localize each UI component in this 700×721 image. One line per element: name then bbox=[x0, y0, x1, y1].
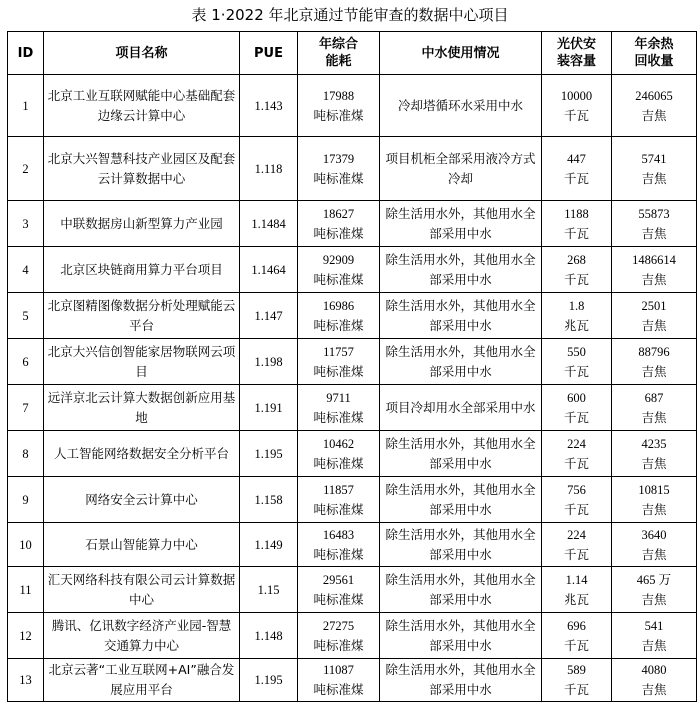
energy-cell bbox=[298, 613, 380, 659]
table-row bbox=[8, 523, 697, 567]
energy-unit: 吨标准煤 bbox=[313, 170, 364, 186]
energy-unit: 吨标准煤 bbox=[313, 591, 364, 607]
table-row bbox=[8, 613, 697, 659]
heat-value: 4235 bbox=[641, 436, 667, 451]
header-pue: PUE bbox=[240, 32, 298, 75]
pv-cell bbox=[542, 339, 612, 385]
pv-value: 10000 bbox=[560, 88, 593, 103]
header-pv bbox=[542, 32, 612, 75]
header-pv-line-2: 装容量 bbox=[556, 54, 596, 69]
heat-cell bbox=[612, 431, 697, 477]
header-pv-line-1: 光伏安 bbox=[556, 37, 596, 52]
pv-cell bbox=[542, 567, 612, 613]
heat-unit: 吉焦 bbox=[641, 591, 667, 607]
table-row bbox=[8, 137, 697, 201]
energy-unit: 吨标准煤 bbox=[313, 317, 364, 333]
energy-value: 18627 bbox=[322, 206, 355, 221]
pue-value: 1.148 bbox=[240, 613, 298, 659]
heat-value: 55873 bbox=[638, 206, 670, 221]
pue-value: 1.158 bbox=[240, 477, 298, 523]
heat-unit: 吉焦 bbox=[641, 546, 667, 562]
water-usage: 除生活用水外，其他用水全部采用中水 bbox=[380, 339, 542, 385]
table-row bbox=[8, 247, 697, 293]
energy-cell bbox=[298, 477, 380, 523]
pv-value: 1.8 bbox=[568, 298, 585, 313]
energy-value: 92909 bbox=[322, 252, 355, 267]
header-id: ID bbox=[8, 32, 44, 75]
project-name: 北京工业互联网赋能中心基础配套边缘云计算中心 bbox=[44, 75, 240, 137]
pv-value: 589 bbox=[567, 663, 586, 677]
pue-value: 1.1464 bbox=[240, 247, 298, 293]
row-id: 2 bbox=[8, 137, 44, 201]
energy-cell bbox=[298, 385, 380, 431]
energy-value: 11757 bbox=[323, 344, 354, 359]
project-name: 北京区块链商用算力平台项目 bbox=[44, 247, 240, 293]
pv-unit: 千瓦 bbox=[563, 363, 589, 379]
pv-value: 224 bbox=[567, 436, 586, 451]
water-usage: 除生活用水外，其他用水全部采用中水 bbox=[380, 523, 542, 567]
heat-unit: 吉焦 bbox=[641, 409, 667, 425]
heat-unit: 吉焦 bbox=[641, 271, 667, 287]
heat-value: 10815 bbox=[638, 482, 670, 497]
energy-unit: 吨标准煤 bbox=[313, 455, 364, 471]
row-id: 9 bbox=[8, 477, 44, 523]
energy-unit: 吨标准煤 bbox=[313, 363, 364, 379]
header-water: 中水使用情况 bbox=[380, 32, 542, 75]
energy-cell bbox=[298, 75, 380, 137]
heat-value: 465 万 bbox=[636, 572, 672, 587]
pue-value: 1.118 bbox=[240, 137, 298, 201]
pv-value: 1.14 bbox=[565, 572, 588, 587]
project-name: 人工智能网络数据安全分析平台 bbox=[44, 431, 240, 477]
pv-unit: 千瓦 bbox=[563, 170, 589, 186]
heat-value: 1486614 bbox=[632, 252, 676, 267]
pv-unit: 兆瓦 bbox=[563, 317, 589, 333]
heat-cell bbox=[612, 247, 697, 293]
heat-cell bbox=[612, 339, 697, 385]
pv-value: 447 bbox=[567, 151, 586, 166]
pv-cell bbox=[542, 431, 612, 477]
heat-unit: 吉焦 bbox=[641, 317, 667, 333]
row-id: 4 bbox=[8, 247, 44, 293]
pv-cell bbox=[542, 137, 612, 201]
pv-unit: 千瓦 bbox=[563, 225, 589, 241]
table-row bbox=[8, 567, 697, 613]
heat-cell bbox=[612, 201, 697, 247]
pue-value: 1.198 bbox=[240, 339, 298, 385]
project-name: 腾讯、亿讯数字经济产业园-智慧交通算力中心 bbox=[44, 613, 240, 659]
heat-value: 3640 bbox=[641, 527, 667, 542]
energy-value: 29561 bbox=[322, 572, 355, 587]
energy-unit: 吨标准煤 bbox=[313, 107, 364, 123]
pv-value: 600 bbox=[567, 390, 586, 405]
energy-value: 9711 bbox=[326, 390, 351, 405]
pv-cell bbox=[542, 613, 612, 659]
row-id: 11 bbox=[8, 567, 44, 613]
energy-unit: 吨标准煤 bbox=[313, 271, 364, 287]
water-usage: 除生活用水外，其他用水全部采用中水 bbox=[380, 293, 542, 339]
pv-unit: 千瓦 bbox=[563, 107, 589, 123]
heat-cell bbox=[612, 385, 697, 431]
row-id: 1 bbox=[8, 75, 44, 137]
pv-unit: 千瓦 bbox=[563, 409, 589, 425]
pv-cell bbox=[542, 477, 612, 523]
header-energy-line-2: 能耗 bbox=[325, 54, 352, 69]
table-row bbox=[8, 477, 697, 523]
energy-unit: 吨标准煤 bbox=[313, 546, 364, 562]
table-row bbox=[8, 293, 697, 339]
project-name: 北京图精图像数据分析处理赋能云平台 bbox=[44, 293, 240, 339]
pv-value: 224 bbox=[567, 527, 586, 542]
project-name: 北京大兴智慧科技产业园区及配套云计算数据中心 bbox=[44, 137, 240, 201]
heat-unit: 吉焦 bbox=[641, 363, 667, 379]
row-id: 12 bbox=[8, 613, 44, 659]
pue-value: 1.15 bbox=[240, 567, 298, 613]
data-center-table bbox=[7, 31, 697, 702]
energy-unit: 吨标准煤 bbox=[313, 637, 364, 653]
pv-unit: 千瓦 bbox=[563, 637, 589, 653]
pue-value: 1.143 bbox=[240, 75, 298, 137]
project-name: 中联数据房山新型算力产业园 bbox=[44, 201, 240, 247]
pue-value: 1.191 bbox=[240, 385, 298, 431]
heat-cell bbox=[612, 477, 697, 523]
energy-unit: 吨标准煤 bbox=[313, 682, 364, 697]
heat-value: 88796 bbox=[638, 344, 670, 359]
pv-value: 268 bbox=[567, 252, 586, 267]
pv-cell bbox=[542, 523, 612, 567]
pv-cell bbox=[542, 659, 612, 702]
pv-unit: 千瓦 bbox=[563, 682, 589, 697]
pv-unit: 千瓦 bbox=[563, 546, 589, 562]
pv-unit: 兆瓦 bbox=[563, 591, 589, 607]
header-heat-line-1: 年余热 bbox=[634, 37, 674, 52]
table-title: 表 1·2022 年北京通过节能审查的数据中心项目 bbox=[191, 6, 509, 24]
row-id: 10 bbox=[8, 523, 44, 567]
header-name: 项目名称 bbox=[44, 32, 240, 75]
pv-cell bbox=[542, 201, 612, 247]
heat-cell bbox=[612, 567, 697, 613]
project-name: 网络安全云计算中心 bbox=[44, 477, 240, 523]
table-row bbox=[8, 75, 697, 137]
table-row bbox=[8, 431, 697, 477]
header-heat bbox=[612, 32, 697, 75]
pv-value: 1188 bbox=[564, 206, 589, 221]
energy-unit: 吨标准煤 bbox=[313, 409, 364, 425]
heat-unit: 吉焦 bbox=[641, 637, 667, 653]
pue-value: 1.195 bbox=[240, 659, 298, 702]
project-name: 北京云著“工业互联网+AI”融合发展应用平台 bbox=[44, 659, 240, 702]
row-id: 8 bbox=[8, 431, 44, 477]
energy-cell bbox=[298, 137, 380, 201]
pue-value: 1.147 bbox=[240, 293, 298, 339]
heat-unit: 吉焦 bbox=[641, 455, 667, 471]
heat-cell bbox=[612, 75, 697, 137]
energy-cell bbox=[298, 431, 380, 477]
pv-cell bbox=[542, 247, 612, 293]
heat-unit: 吉焦 bbox=[641, 225, 667, 241]
heat-unit: 吉焦 bbox=[641, 170, 667, 186]
pue-value: 1.149 bbox=[240, 523, 298, 567]
pue-value: 1.195 bbox=[240, 431, 298, 477]
table-row bbox=[8, 201, 697, 247]
heat-cell bbox=[612, 293, 697, 339]
heat-cell bbox=[612, 137, 697, 201]
water-usage: 除生活用水外，其他用水全部采用中水 bbox=[380, 613, 542, 659]
table-row bbox=[8, 385, 697, 431]
energy-value: 27275 bbox=[322, 618, 355, 633]
pv-cell bbox=[542, 385, 612, 431]
energy-unit: 吨标准煤 bbox=[313, 225, 364, 241]
energy-cell bbox=[298, 659, 380, 702]
pv-value: 756 bbox=[567, 482, 586, 497]
pv-unit: 千瓦 bbox=[563, 455, 589, 471]
project-name: 汇天网络科技有限公司云计算数据中心 bbox=[44, 567, 240, 613]
energy-value: 17988 bbox=[322, 88, 355, 103]
energy-cell bbox=[298, 201, 380, 247]
energy-value: 11857 bbox=[323, 482, 354, 497]
water-usage: 除生活用水外，其他用水全部采用中水 bbox=[380, 431, 542, 477]
water-usage: 除生活用水外，其他用水全部采用中水 bbox=[380, 247, 542, 293]
heat-value: 246065 bbox=[635, 88, 673, 103]
pv-cell bbox=[542, 75, 612, 137]
header-energy-line-1: 年综合 bbox=[318, 37, 358, 52]
pv-value: 696 bbox=[567, 618, 586, 633]
energy-cell bbox=[298, 567, 380, 613]
header-heat-line-2: 回收量 bbox=[634, 54, 674, 69]
header-row bbox=[8, 32, 697, 75]
energy-unit: 吨标准煤 bbox=[313, 501, 364, 517]
water-usage: 项目冷却用水全部采用中水 bbox=[380, 385, 542, 431]
pv-value: 550 bbox=[567, 344, 586, 359]
heat-unit: 吉焦 bbox=[641, 107, 667, 123]
water-usage: 除生活用水外，其他用水全部采用中水 bbox=[380, 477, 542, 523]
project-name: 北京大兴信创智能家居物联网云项目 bbox=[44, 339, 240, 385]
heat-value: 687 bbox=[644, 390, 664, 405]
energy-value: 11087 bbox=[323, 663, 354, 677]
energy-cell bbox=[298, 523, 380, 567]
energy-value: 17379 bbox=[322, 151, 355, 166]
heat-cell bbox=[612, 613, 697, 659]
heat-value: 541 bbox=[644, 618, 664, 633]
row-id: 3 bbox=[8, 201, 44, 247]
energy-cell bbox=[298, 339, 380, 385]
energy-value: 16483 bbox=[322, 527, 355, 542]
heat-unit: 吉焦 bbox=[641, 682, 667, 697]
heat-cell bbox=[612, 523, 697, 567]
header-energy bbox=[298, 32, 380, 75]
pv-unit: 千瓦 bbox=[563, 271, 589, 287]
energy-cell bbox=[298, 247, 380, 293]
table-row bbox=[8, 659, 697, 702]
heat-value: 4080 bbox=[641, 663, 667, 677]
energy-cell bbox=[298, 293, 380, 339]
water-usage: 除生活用水外，其他用水全部采用中水 bbox=[380, 201, 542, 247]
row-id: 6 bbox=[8, 339, 44, 385]
pv-unit: 千瓦 bbox=[563, 501, 589, 517]
row-id: 5 bbox=[8, 293, 44, 339]
heat-value: 2501 bbox=[641, 298, 667, 313]
water-usage: 除生活用水外，其他用水全部采用中水 bbox=[380, 659, 542, 702]
heat-cell bbox=[612, 659, 697, 702]
pv-cell bbox=[542, 293, 612, 339]
table-body bbox=[8, 75, 697, 702]
project-name: 石景山智能算力中心 bbox=[44, 523, 240, 567]
row-id: 7 bbox=[8, 385, 44, 431]
row-id: 13 bbox=[8, 659, 44, 702]
pue-value: 1.1484 bbox=[240, 201, 298, 247]
table-row bbox=[8, 339, 697, 385]
energy-value: 16986 bbox=[322, 298, 355, 313]
water-usage: 除生活用水外，其他用水全部采用中水 bbox=[380, 567, 542, 613]
energy-value: 10462 bbox=[322, 436, 355, 451]
heat-value: 5741 bbox=[641, 151, 667, 166]
water-usage: 冷却塔循环水采用中水 bbox=[380, 75, 542, 137]
water-usage: 项目机柜全部采用液冷方式冷却 bbox=[380, 137, 542, 201]
heat-unit: 吉焦 bbox=[641, 501, 667, 517]
project-name: 远洋京北云计算大数据创新应用基地 bbox=[44, 385, 240, 431]
